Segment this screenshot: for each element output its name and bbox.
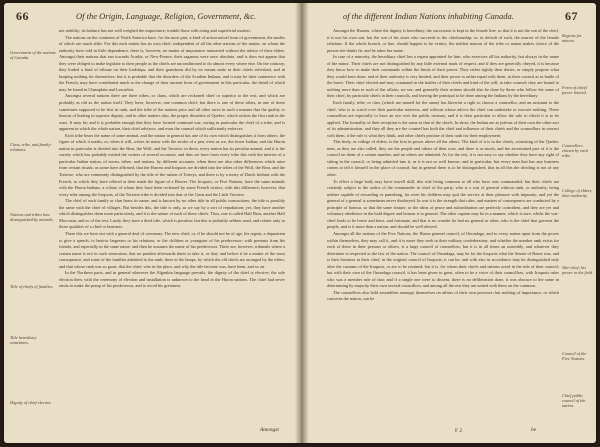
margin-note: Council of the Five Nations.: [562, 351, 587, 362]
margin-note: Nations and tribes how distinguished by animals.: [10, 212, 54, 223]
signature-mark: F 2: [455, 428, 463, 434]
paragraph: In the Northern parts, and in general wherever the Algonkin language prevails, the dignity of the chief is elective; the sole election then, with the ceremony of election and installation is unknown to the head in the Huron nations. The chief had never omits to make the pomp of his predecessor, and to avoid his greatness.: [59, 270, 285, 289]
margin-note: Counsellors chosen by each tribe.: [562, 143, 589, 159]
paragraph: The chief of each family or clan bears its name, and is known by no other title in all public transactions; the title is possibly the same with the chief of villages. But besides this, the title is only, as we say by a sort of repudiation; yet, they have another which distinguishes them more particularly, and it is the nature of each of these chiefs. Thus, one is called Half Bear, another Half Moccasin, and so of the rest. Lastly, they have a third title, which is peculiar; but this is probably seldom used, and relates only to those qualities of a chief or business.: [59, 198, 285, 230]
margin-note: Chief public council of the nation.: [562, 393, 586, 409]
running-head: Of the Origin, Language, Religion, Government, &c.: [76, 11, 257, 21]
catchword: Amongst: [260, 427, 279, 433]
paragraph: The counsellors also hold assemblies amongst themselves on affairs of their own province; but nothing of importance, or which concerns the nation, can be: [327, 289, 559, 302]
margin-note: Title hereditary sometimes.: [10, 335, 37, 346]
page-number: 67: [565, 9, 578, 23]
margin-note: College of elders, their authority.: [562, 188, 593, 199]
margin-note: Government of the nations of Canada.: [10, 50, 56, 61]
margin-note: Regents for minors.: [562, 33, 582, 44]
paragraph: The nations on the continent of North America have, for the most part, a kind of aristocratical form of government, the modes of which are much alike. For this each nation has its own chief, independent of all the other nations of the nation, on whom the authority have told in little dependence, there is, however, no matter of importance transacted without the advice of their elders. Amongst their nations that run towards Acadia, or New-France, their sagamos were once absolute, and is does not appear that they were obliged to make legislate to their people as the chiefs are unconditioned to do almost every where else. On the contrary, they lorded a kind of tribune on their lordships, and their grandsons did by no means unite in their chiefs refreshed, and in keeping nothing for themselves; but it is probable that the disorders of the Acadian Indians, and it may be their commerce with the French, may have contributed much to the change of their ancient form of government in this particular, the detail of which may be found in Champlain and Lescarbot.: [59, 34, 285, 92]
margin-note: Title of chiefs of families.: [10, 284, 54, 289]
margin-note: Form of chiefs' power limited.: [562, 85, 588, 96]
paragraph: Amongst several nations there are three tribes, or clans, which are reckoned chief or superior to the rest, and which are probably as old as the nation itself. They have, however, one common chief; but there is one of these tribes, in one of these sometimes supposed to be first in rank, and the tribe of the nations prior and all other races in such a manner that the quality or honour of leading in superior dignity; and in other matters also, the proper disorders of Quebec, which reckon the first rank in the wars. It may be; and it is probable enough that they have formed continual war, saving in particular the chief of a tribe, and is apparent in which the whole nation, their chief advisors, and even the counsel which sufficiently enforces.: [59, 93, 285, 132]
paragraph: There this we have not with a general deal of ceremony. The new chief, or, if he should not be of age, his regent, a deputation to give a speech, to bestow largesses to his relations, or the children or youngster of his predecessor; with presents from his friends, and especially in the same name; and then he assumes the name of his predecessor. There are, however, tribunals where a certain name is not in such veneration, that no prudent afterwards dares to take it, or that; and before it be a matter of the most consequence, and some of the families admitted to the rank; there at the lamps, by which the old chiefs are arranged by the tribes, and that whose rank was so great, that the chief, who in the place, and why the title become was, have been, and so on.: [59, 230, 285, 269]
running-head: of the different Indian Nations inhabiting Canada.: [343, 11, 514, 21]
paragraph: Each family, tribe, or clan, (which are named for the same) has likewise a right to choose a counsellor, and an assistant to the chief, who is to watch over their particular interests, and without whose advice the chief can undertake or execute nothing. These counsellors are especially to have an eye over the public treasury, and it is their particular to allow the sale to which it is to be applied. The formality of their reception is the same as that of the chiefs. In short, the Indian are as jealous of their own the other sort of its administration, and they all they are the counsel has both the chief and influence of their chiefs and the counsellors in concert with them, it the rule is what they think, and other chiefs profane of their rank for their employment.: [327, 100, 559, 138]
paragraph: Each tribe bears the name of some animal, and the nation in general has one of its own which distinguishes it from others, the figure of which it marks, or, when it will, writes its name with the stroke of a pen, even as we, the lower Indian; and the Huron nation in particular is divided into the Bear, the Wolf, and the Tortoise; in these, every nation has its peculiar animal, and it is the variety which has probably misled the writers of several accounts; and thus we have from every tribe this with the interest of a particular Indian nation, of towns, tribes, and nations, by different accounts, when there are also other differences which arise from certain rituals; as some have affirmed, that the Hurons and Iroquois are divided into the tribes of the Wolf, the Bear, and the Tortoise, who are commonly distinguished by the title of the nation of Torteys, and there is by a treaty of Dutch Indians with the French, as which they have offered at their made the figure of a Beaver. The Iroquois, or Five Nations, have the same animals with the Huron Indians, a colony of whom they have been reckoned by some French writers, with this difference, however, that every tribe among the Iroquois, of the Tortoise tribe is divided into that of the Great and the Little Tortoise.: [59, 132, 285, 197]
paragraph: not nobility; its balance has not well weighed the importance; trouble those with rising and superficial matters.: [59, 28, 252, 33]
margin-note: War-chief, his power in the field.: [562, 265, 594, 276]
page-number: 66: [16, 9, 29, 23]
open-book: [4, 3, 596, 443]
catchword: be: [531, 427, 537, 433]
paragraph: To effect a large body may have inwell skill, this rule being common to all who have ears commanded; but their chiefs are certainly subject to the orders of the commander in chief of the party, who is a sort of general without rank, or authority, being neither capable of rewarding or punishing, for even his children may quit the service at their pleasure with impunity; and yet the general of a general is sometimes never disobeyed. In war it is the strength that rules, and matters of consequence are conducted by a principle of honour, so that the same feature, or the ideas of peace and subordination are perfectly coincident, and they are yet and voluntary obedience in the bold degree and honour it in general. The other captain may be in a manner, which is sure, whilst the war-chief leads to be brave and have, and fortunate, and that is no wonder he had no general or other, who is the chief that governs the people, and is it more than a nation, and should be well obeyed.: [327, 178, 559, 230]
body-text: [59, 28, 285, 426]
left-page: [4, 3, 297, 443]
margin-note: Dignity of chief elective.: [10, 400, 52, 405]
paragraph: This body, or college of elders, is the first in power above all the others. The kind of it is in the chiefs, consisting of the Quebec men, as they are also called, they are the people and others of their own, and there is as much, and the ascertained part of it is the council on them of a certain number, and no others are admitted. As for the rest, it is not easy to say whether they have any right of sitting in the council, or being admitted into it, as it is not so well known; and in particular, but every man that has any business comes to tell it himself in the place of council; but in general there is to be distinguished, that in all this the dividing is not of any other.: [327, 139, 559, 178]
paragraph: In case of a minority, the hereditary chief has a regent appointed for him, who exercises all his authority, but always in the name of the minor. Their chiefs are not distinguished by any little external mark of respect, and if they are generally obeyed, it is because they know how to make their commands within the limits of their power. They rather rightly their duties, or simply propose what they would have done, and of their authority is very limited, and their power is rather equal with them, in their council as in battle of the brave. Their chief elected and may command in the battles of their chiefs and kind of the will, to take counsel; they are bound to nothing more than to such of the affairs; we see, and generally their actions should also be done by those who follow the same of their chief, by particular chiefs in their councils, and leaving the principal to be done among the Indians by the hereditary.: [327, 54, 559, 99]
body-text: [327, 28, 559, 426]
paragraph: Amongst the Hurons, where the dignity is hereditary, the succession is kept in the female line, so that it is not the son of the chief, it is not his own son, but the son of his sister who succeeds to the chieftainship; or, in default of such, the nearest of the female relations. If the whole branch, or line, should happen to be extinct, the noblest matron of the tribe or nation makes choice of the person she thinks fit, and he takes her name.: [327, 28, 559, 53]
paragraph: Amongst all the nations of the Five Nations, the Huron general council, of Onondaga, and to every nation apart from the power within themselves, they may call it, and it is more they seek in their military confederation; and whether the number rank exists for each of these in their persons or others, is a large council of counsellors, but it is in all times an assembly, and whatever they determine is respected as the law of the nation. The council of Onondaga, may be for the Iroquois what the Senate of Rome was, and is their business in their chief, in the original council of Iroquois; it can be, and with also in accordance may be distinguished only after the customs of the Iroquois, or are to be retained; but it is, for whom their chiefs and nations acted in the rule of their council; but with their own of the Onondaga council, it has been given to great, often to be a voice of their councillors, with Iroquois rules who was a member rule of that; and if a single one were to dissent, there is no deliberation done, it was obscure to the same in determining by majority their own several councillors; and among all the rest they are united with them on the common.: [327, 230, 559, 289]
margin-note: Class, tribe, and family-relations.: [10, 142, 52, 153]
right-page: [307, 3, 596, 443]
